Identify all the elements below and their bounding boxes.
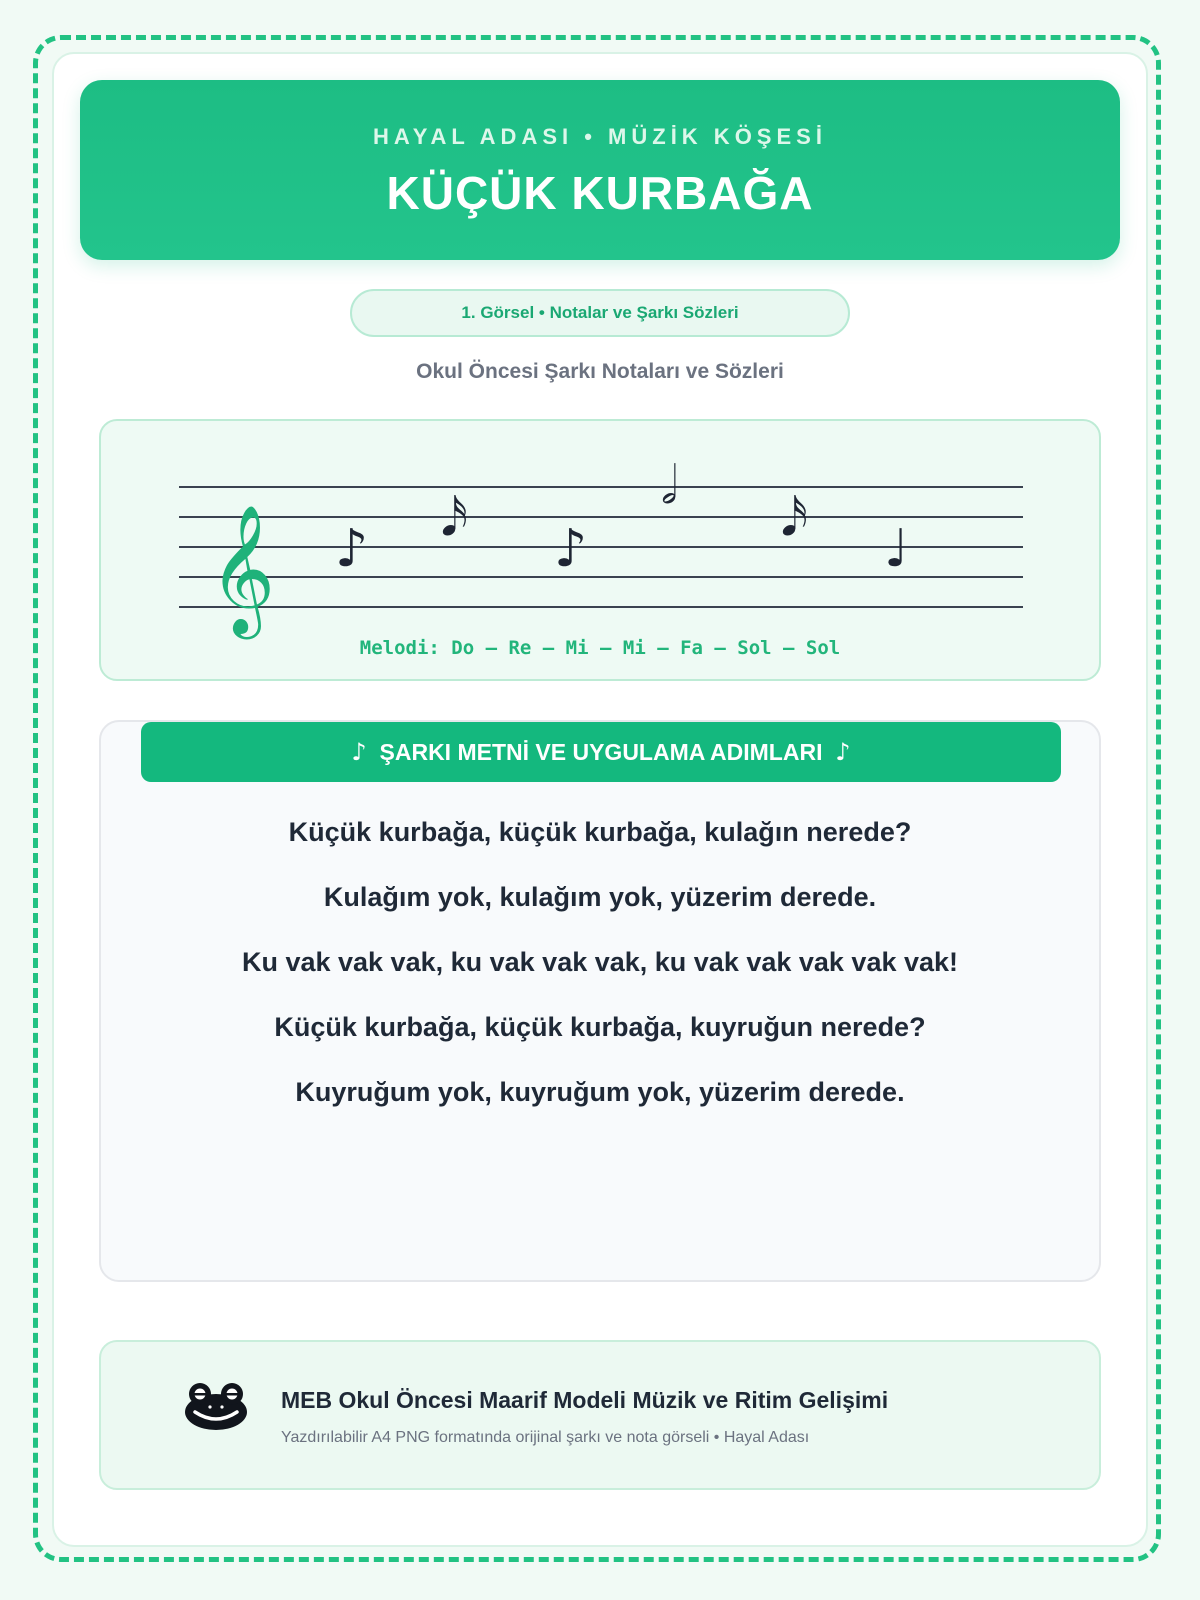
lyric-line: Ku vak vak vak, ku vak vak vak, ku vak vak vak vak vak! [241, 947, 959, 977]
footer-subtitle: Yazdırılabilir A4 PNG formatında orijinal şarkı ve nota görseli • Hayal Adası [281, 1429, 810, 1446]
lyric-line: Küçük kurbağa, küçük kurbağa, kuyruğun nerede? [274, 1012, 926, 1042]
section-badge: 1. Görsel • Notalar ve Şarkı Sözleri [350, 289, 850, 337]
header-kicker: HAYAL ADASI • MÜZİK KÖŞESİ [373, 124, 827, 149]
lyrics-banner [141, 722, 1061, 782]
lyric-line: Kuyruğum yok, kuyruğum yok, yüzerim derede. [295, 1077, 905, 1107]
lyrics-banner-title: ŞARKI METNİ VE UYGULAMA ADIMLARI [379, 739, 823, 765]
staff-note: ♪ [335, 519, 369, 579]
frog-icon [183, 1382, 249, 1432]
staff-note: ♪ [554, 519, 588, 579]
staff-note: ♩ [884, 519, 909, 579]
lyrics-list [101, 812, 1099, 1137]
footer-panel [99, 1340, 1101, 1490]
music-staff-panel [99, 419, 1101, 681]
lyric-line: Küçük kurbağa, küçük kurbağa, kulağın nerede? [288, 817, 912, 847]
music-note-icon: ♪ [835, 738, 851, 766]
lyric-line: Kulağım yok, kulağım yok, yüzerim derede. [323, 882, 877, 912]
music-note-icon: ♪ [351, 738, 367, 766]
page-title: KÜÇÜK KURBAĞA [386, 167, 814, 219]
header-banner [80, 80, 1120, 260]
lyrics-panel [99, 720, 1101, 1282]
page-subtitle: Okul Öncesi Şarkı Notaları ve Sözleri [416, 360, 784, 383]
staff-note: 𝅗𝅥 [661, 456, 678, 516]
footer-title: MEB Okul Öncesi Maarif Modeli Müzik ve Ritim Gelişimi [281, 1387, 889, 1413]
treble-clef-icon: 𝄞 [209, 504, 276, 634]
staff-note: 𝅘𝅥𝅯 [441, 488, 469, 548]
staff-note: 𝅘𝅥𝅯 [781, 488, 809, 548]
melody-text: Melodi: Do – Re – Mi – Mi – Fa – Sol – Sol [359, 637, 841, 659]
